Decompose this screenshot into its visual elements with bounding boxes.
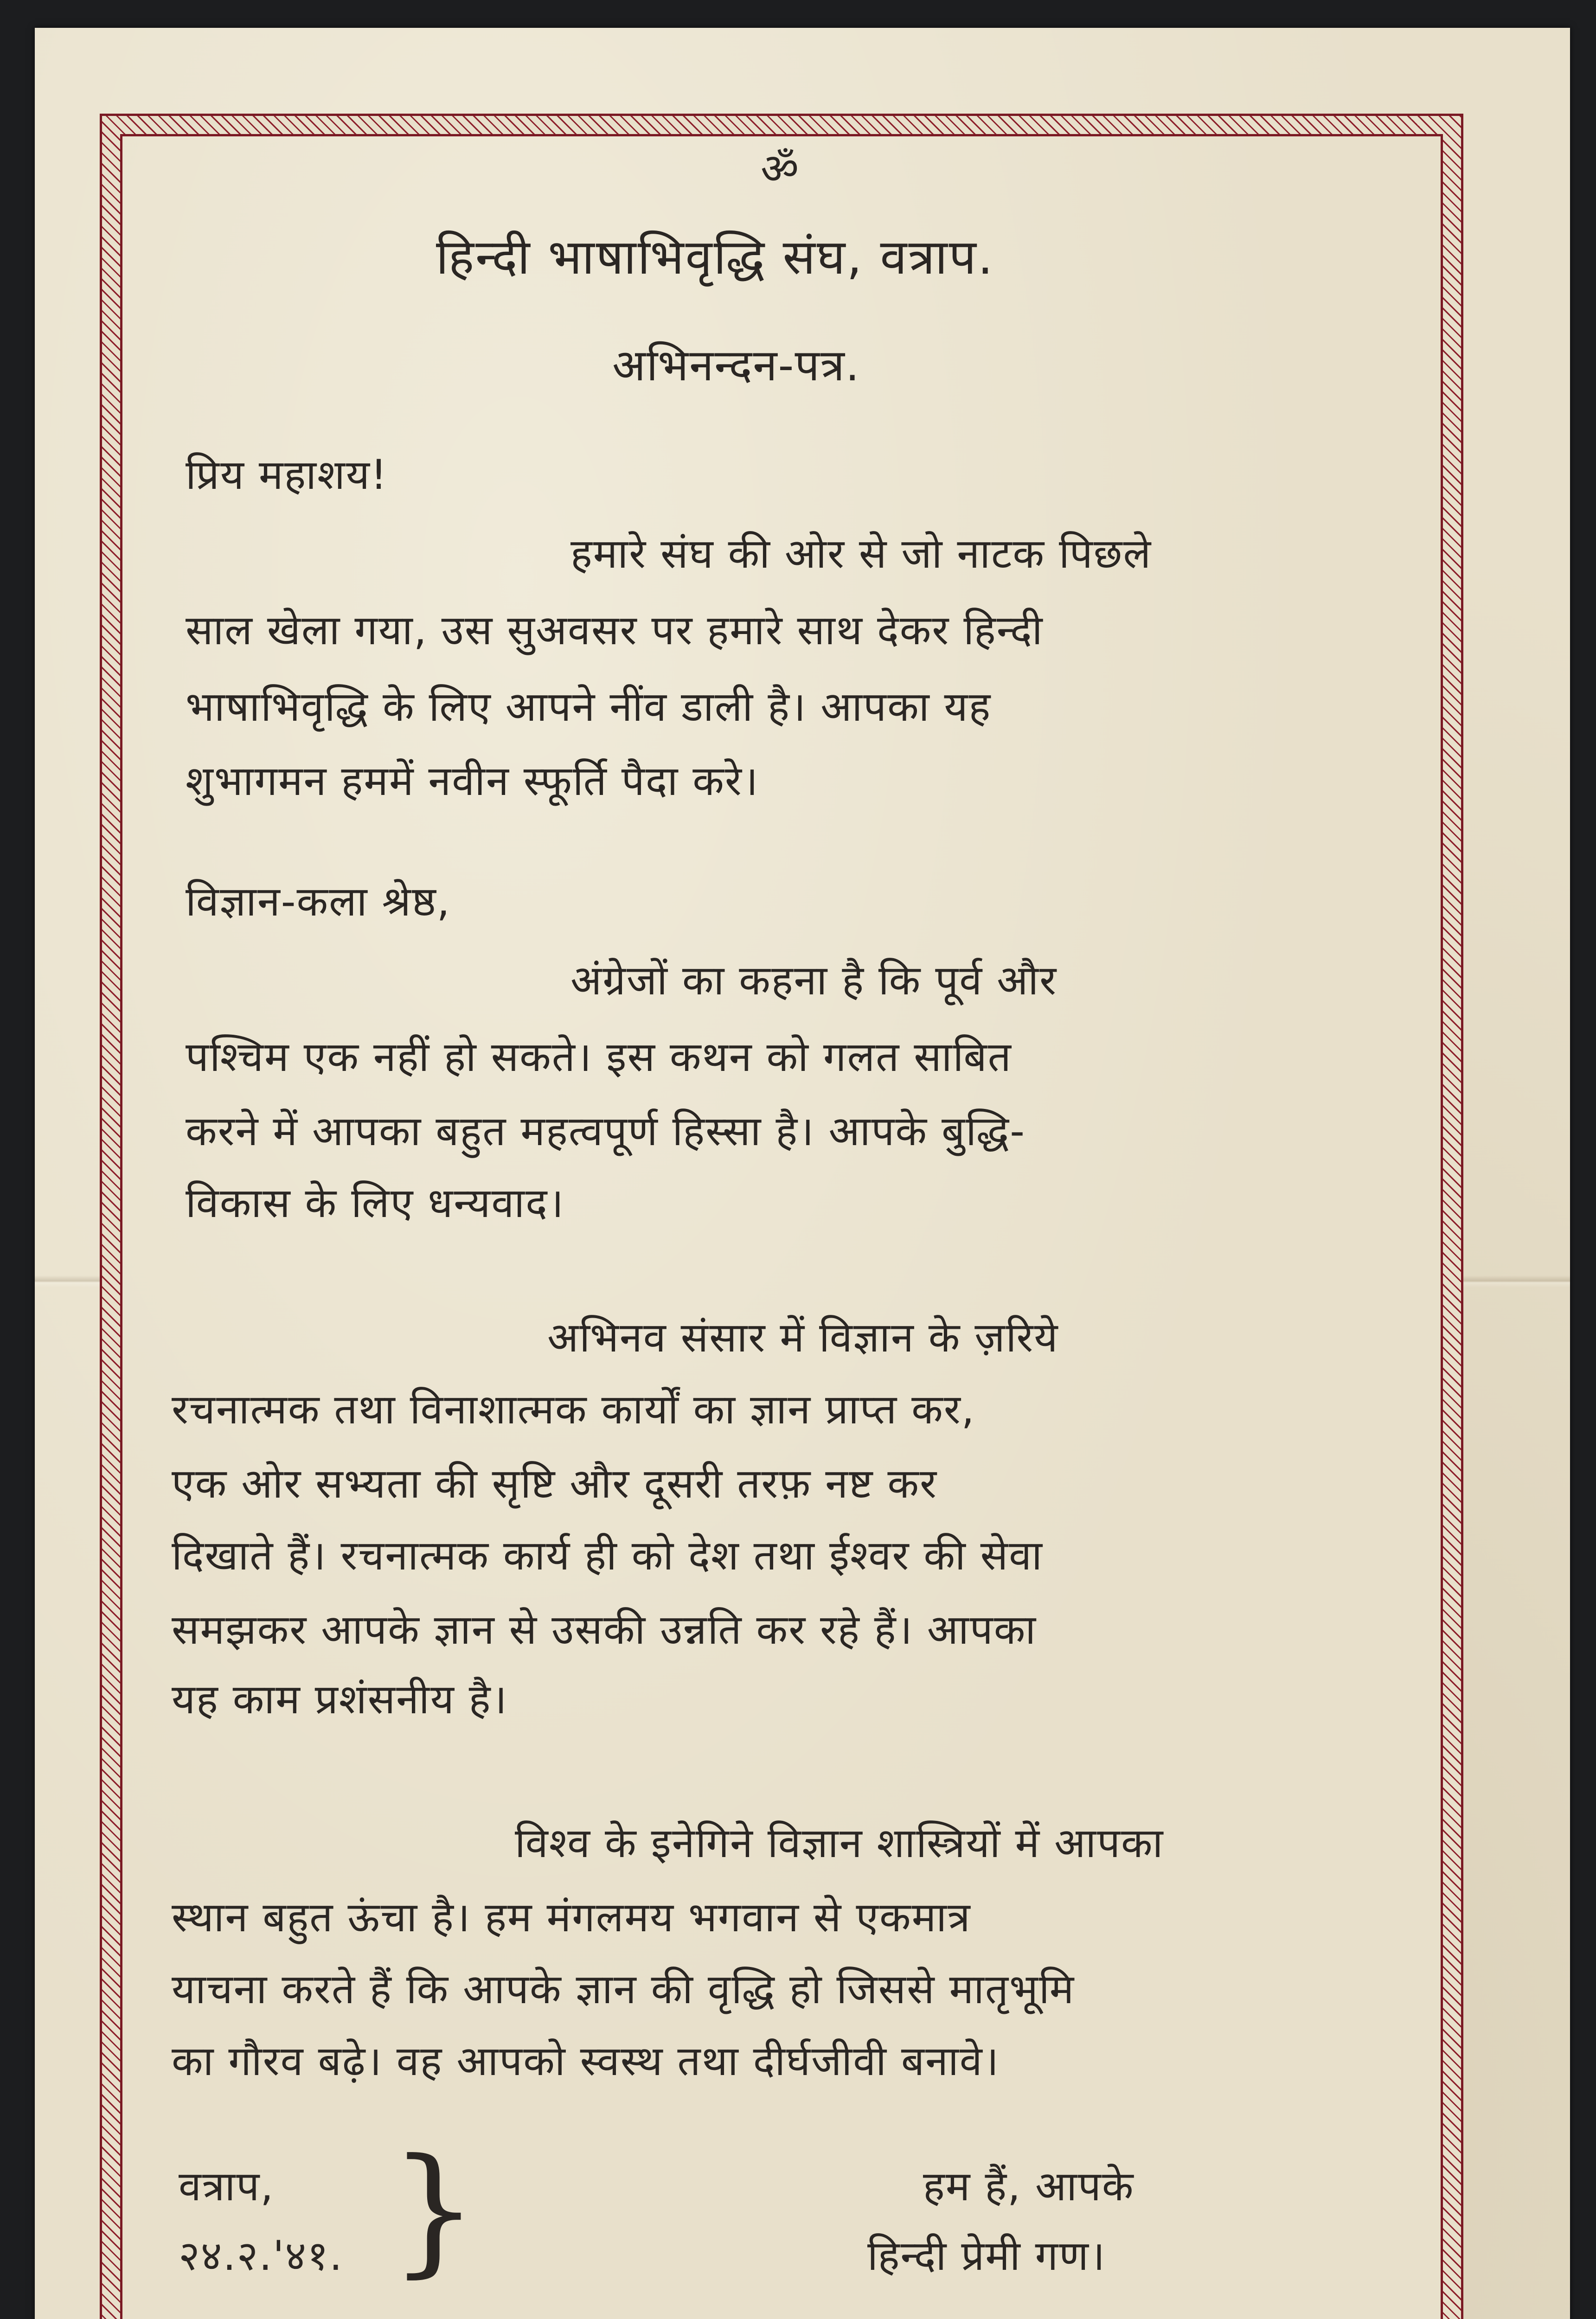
paragraph-1-line-3: भाषाभिवृद्धि के लिए आपने नींव डाली है। आपका यह bbox=[186, 683, 992, 730]
paragraph-3-line-2: रचनात्मक तथा विनाशात्मक कार्यों का ज्ञान प्राप्त कर, bbox=[172, 1385, 975, 1433]
paragraph-3-line-1: अभिनव संसार में विज्ञान के ज़रिये bbox=[547, 1313, 1059, 1361]
paragraph-3-line-6: यह काम प्रशंसनीय है। bbox=[172, 1675, 508, 1723]
paragraph-1-line-4: शुभागमन हममें नवीन स्फूर्ति पैदा करे। bbox=[186, 757, 759, 805]
paragraph-4-line-1: विश्व के इनेगिने विज्ञान शास्त्रियों में आपका bbox=[515, 1819, 1164, 1867]
paragraph-2-line-1: अंग्रेजों का कहना है कि पूर्व और bbox=[570, 956, 1058, 1004]
paragraph-2-line-2: पश्चिम एक नहीं हो सकते। इस कथन को गलत साबित bbox=[186, 1033, 1012, 1081]
organization-title: हिन्दी भाषाभिवृद्धि संघ, वत्राप. bbox=[436, 229, 994, 285]
om-symbol: ॐ bbox=[761, 145, 799, 193]
closing-line: हम हैं, आपके bbox=[923, 2162, 1135, 2210]
date-brace: } bbox=[390, 2129, 478, 2291]
paragraph-4-line-4: का गौरव बढ़े। वह आपको स्वस्थ तथा दीर्घजीवी बनावे। bbox=[172, 2037, 1000, 2085]
paragraph-2-line-4: विकास के लिए धन्यवाद। bbox=[186, 1179, 565, 1227]
salutation-1: प्रिय महाशय! bbox=[186, 451, 388, 499]
signature: हिन्दी प्रेमी गण। bbox=[867, 2232, 1106, 2280]
letter-date: २४.२.'४१. bbox=[179, 2232, 343, 2280]
paragraph-3-line-3: एक ओर सभ्यता की सृष्टि और दूसरी तरफ़ नष्ट कर bbox=[172, 1460, 937, 1507]
paragraph-3-line-5: समझकर आपके ज्ञान से उसकी उन्नति कर रहे हैं। आपका bbox=[172, 1606, 1037, 1653]
salutation-2: विज्ञान-कला श्रेष्ठ, bbox=[186, 878, 451, 925]
paragraph-1-line-1: हमारे संघ की ओर से जो नाटक पिछले bbox=[570, 530, 1152, 577]
paragraph-2-line-3: करने में आपका बहुत महत्वपूर्ण हिस्सा है। आपके बुद्धि- bbox=[186, 1107, 1026, 1155]
paragraph-4-line-3: याचना करते हैं कि आपके ज्ञान की वृद्धि हो जिससे मातृभूमि bbox=[172, 1965, 1075, 2013]
paragraph-4-line-2: स्थान बहुत ऊंचा है। हम मंगलमय भगवान से एकमात्र bbox=[172, 1893, 971, 1941]
place-name: वत्राप, bbox=[179, 2162, 275, 2210]
document-title: अभिनन्दन-पत्र. bbox=[612, 340, 860, 391]
paragraph-3-line-4: दिखाते हैं। रचनात्मक कार्य ही को देश तथा ईश्वर की सेवा bbox=[172, 1531, 1043, 1579]
paragraph-1-line-2: साल खेला गया, उस सुअवसर पर हमारे साथ देकर हिन्दी bbox=[186, 606, 1044, 654]
